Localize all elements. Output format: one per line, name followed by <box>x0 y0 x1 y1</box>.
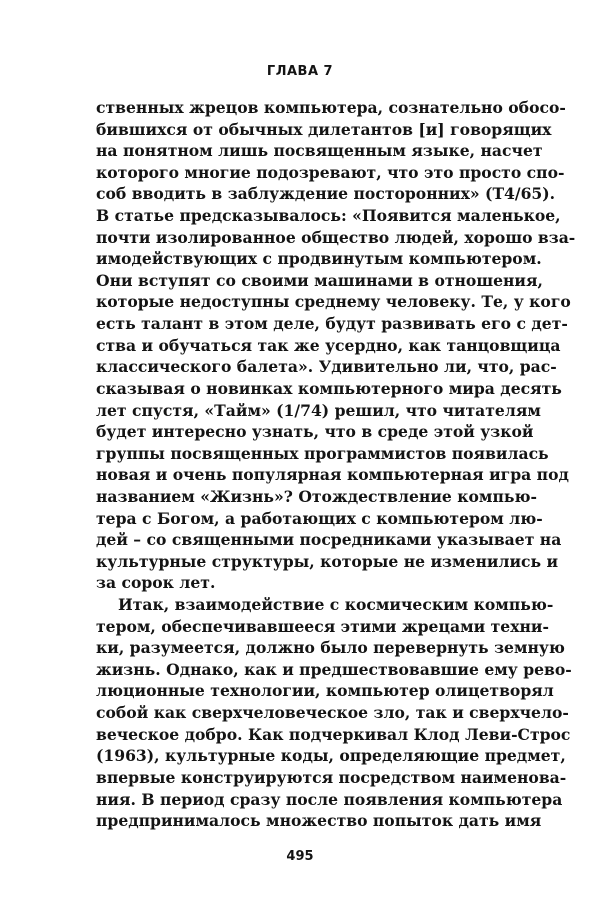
text-line: собой как сверхчеловеческое зло, так и сверхчело- <box>96 703 569 723</box>
text-line: культурные структуры, которые не изменились и <box>96 551 559 571</box>
text-line: соб вводить в заблуждение посторонних» (Т4/65). <box>96 184 556 204</box>
text-line: классического балета». Удивительно ли, что, рас- <box>96 357 557 377</box>
text-line: В статье предсказывалось: «Появится маленькое, <box>96 206 561 226</box>
text-line: бившихся от обычных дилетантов [и] говорящих <box>96 119 552 139</box>
text-line: новая и очень популярная компьютерная игра под <box>96 465 569 485</box>
text-line: ния. В период сразу после появления компьютера <box>96 789 563 809</box>
text-line: ки, разумеется, должно было перевернуть земную <box>96 638 565 658</box>
text-line: впервые конструируются посредством наименова- <box>96 767 567 787</box>
page-number: 495 <box>286 849 314 864</box>
text-line: ства и обучаться так же усердно, как танцовщица <box>96 335 561 355</box>
text-line: лет спустя, «Тайм» (1/74) решил, что читателям <box>96 400 541 420</box>
text-line: группы посвященных программистов появилась <box>96 443 549 463</box>
paragraph-2 <box>96 594 572 832</box>
text-line: тером, обеспечивавшееся этими жрецами техни- <box>96 616 549 636</box>
text-line: тера с Богом, а работающих с компьютером лю- <box>96 508 543 528</box>
text-line: (1963), культурные коды, определяющие предмет, <box>96 746 566 766</box>
text-line: люционные технологии, компьютер олицетворял <box>96 681 554 701</box>
running-head: ГЛАВА 7 <box>266 64 334 79</box>
text-line: Они вступят со своими машинами в отношения, <box>96 270 543 290</box>
paragraph-1 <box>96 97 576 594</box>
text-line: за сорок лет. <box>96 573 216 593</box>
text-line: которые недоступны среднему человеку. Те, у кого <box>96 292 571 312</box>
text-line: почти изолированное общество людей, хорошо вза- <box>96 227 576 247</box>
text-line: веческое добро. Как подчеркивал Клод Леви-Строс <box>96 724 571 744</box>
text-line: на понятном лишь посвященным языке, насчет <box>96 141 543 161</box>
text-line: имодействующих с продвинутым компьютером. <box>96 249 542 269</box>
text-line: которого многие подозревают, что это просто спо- <box>96 162 565 182</box>
text-line: предпринималось множество попыток дать имя <box>96 811 542 831</box>
text-line: жизнь. Однако, как и предшествовавшие ему рево- <box>96 659 572 679</box>
text-line: сказывая о новинках компьютерного мира десять <box>96 378 562 398</box>
text-line: дей – со священными посредниками указывает на <box>96 530 562 550</box>
body-text <box>96 97 576 832</box>
text-line: есть талант в этом деле, будут развивать его с дет- <box>96 314 568 334</box>
text-line: ственных жрецов компьютера, сознательно обосо- <box>96 98 566 117</box>
text-line: Итак, взаимодействие с космическим компью- <box>118 595 554 615</box>
text-line: названием «Жизнь»? Отождествление компью- <box>96 486 537 506</box>
text-line: будет интересно узнать, что в среде этой узкой <box>96 422 534 442</box>
